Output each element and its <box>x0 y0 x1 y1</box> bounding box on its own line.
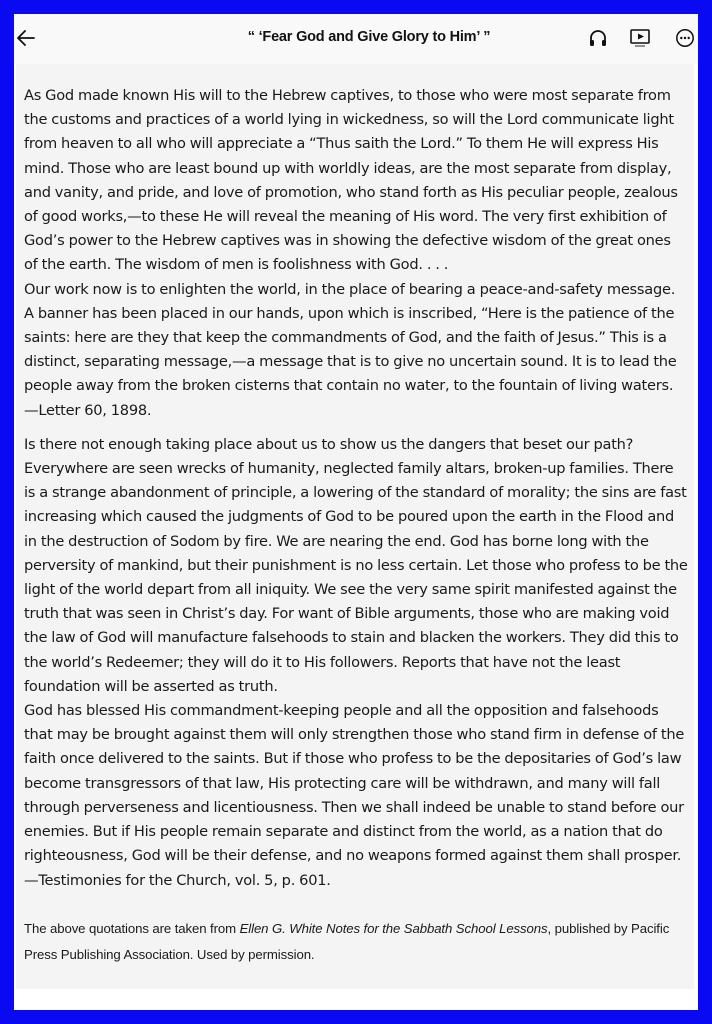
page-title: “ ‘Fear God and Give Glory to Him’ ” <box>247 29 491 45</box>
reader-screen <box>14 14 698 1010</box>
lesson-content-card <box>16 64 694 989</box>
paragraph: Our work now is to enlighten the world, in the place of bearing a peace-and-safety message. A banner has been placed in our hands, upon which is inscribed, “Here is the patience of the saints: here are they that keep the commandments of God, and the faith of Jesus.” This is a distinct, separating message,—a message that is to give no uncertain sound. It is to lead the people away from the broken cisterns that contain no water, to the fountain of living waters. —Letter 60, 1898. <box>24 280 677 419</box>
attribution-note <box>24 916 688 968</box>
more-button[interactable] <box>673 28 697 52</box>
attribution-prefix: The above quotations are taken from <box>24 921 240 936</box>
headphones-icon <box>588 28 608 53</box>
play-video-icon <box>629 28 651 53</box>
back-button[interactable] <box>14 28 38 52</box>
paragraph: As God made known His will to the Hebrew captives, to those who were most separate from the customs and practices of a world lying in wickedness, so will the Lord communicate light from heaven to all who will appreciate a “Thus saith the Lord.” To them He will express His mind. Those who are least bound up with worldly ideas, are the most separate from display, and vanity, and pride, and love of promotion, who stand forth as His peculiar people, zealous of good works,—to these He will reveal the meaning of His word. The very first exhibition of God’s power to the Hebrew captives was in showing the defective wisdom of the great ones of the earth. The wisdom of men is foolishness with God. . . . <box>24 87 678 274</box>
video-button[interactable] <box>628 28 652 52</box>
top-bar <box>14 14 698 64</box>
arrow-left-icon <box>17 30 35 51</box>
more-horizontal-icon <box>675 28 695 53</box>
attribution-suffix: , published by Pacific Press Publishing Association. Used by permission. <box>24 921 670 962</box>
audio-button[interactable] <box>586 28 610 52</box>
paragraph: God has blessed His commandment-keeping people and all the opposition and falsehoods that may be brought against them will only strengthen those who stand firm in defense of the faith once delivered to the saints. But if those who profess to be the depositaries of God’s law become transgressors of that law, His protecting care will be withdrawn, and many will fall through perverseness and licentiousness. Then we shall indeed be unable to stand before our enemies. But if His people remain separate and distinct from the world, as a nation that do righteousness, God will be their defense, and no weapons formed against them shall prosper.—Testimonies for the Church, vol. 5, p. 601. <box>24 702 685 889</box>
paragraph: Is there not enough taking place about us to show us the dangers that beset our path? Everywhere are seen wrecks of humanity, neglected family altars, broken-up families. There is a strange abandonment of principle, a lowering of the standard of morality; the sins are fast increasing which caused the judgments of God to be poured upon the earth in the Flood and in the destruction of Sodom by fire. We are nearing the end. God has borne long with the perversity of mankind, but their punishment is no less certain. Let those who profess to be the light of the world depart from all iniquity. We see the very same spirit manifested against the truth that was seen in Christ’s day. For want of Bible arguments, those who are making void the law of God will manufacture falsehoods to stain and blacken the workers. They did this to the world’s Redeemer; they will do it to His followers. Reports that have not the least foundation will be asserted as truth. <box>24 435 688 695</box>
attribution-book-title: Ellen G. White Notes for the Sabbath School Lessons <box>239 921 548 936</box>
lesson-text <box>24 84 688 893</box>
